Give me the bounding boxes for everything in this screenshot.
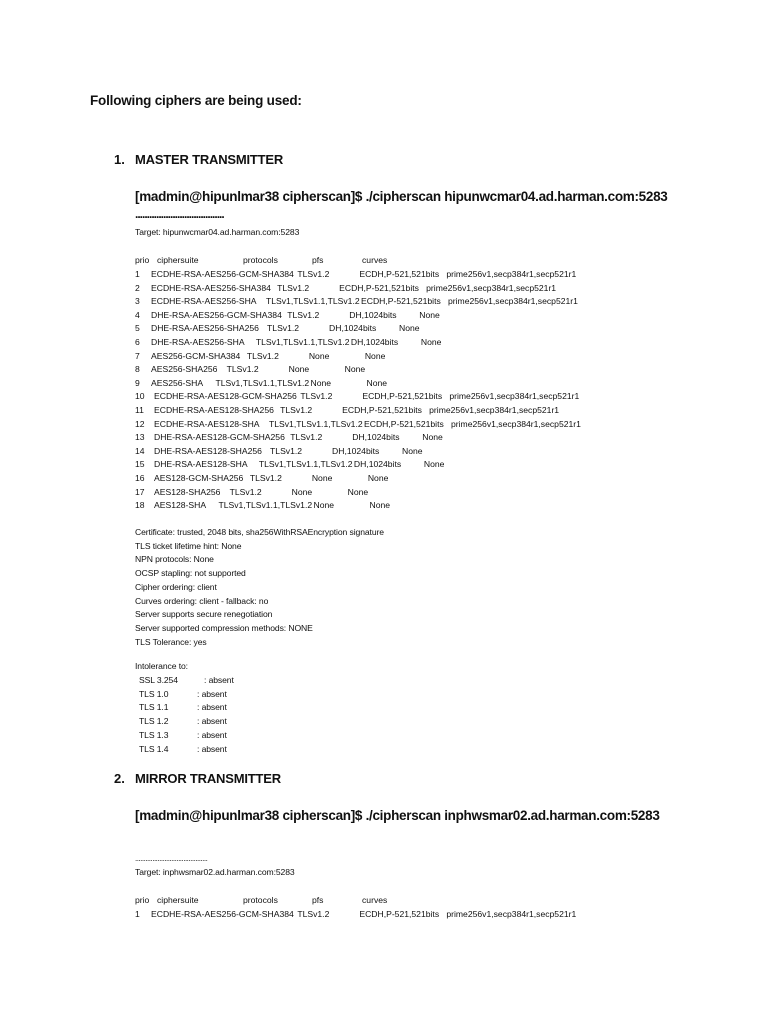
intolerance-status: : absent: [197, 743, 227, 754]
intolerance-status: : absent: [197, 688, 227, 699]
table-cell: ECDH,P-521,521bits: [362, 391, 443, 402]
table-cell: TLSv1.2: [280, 405, 313, 415]
table-cell: ECDH,P-521,521bits: [359, 909, 440, 919]
table-cell: None: [347, 486, 369, 497]
table-cell: 13: [135, 432, 145, 443]
table-cell: ECDH,P-521,521bits: [339, 282, 419, 293]
table-cell: 7: [135, 350, 140, 361]
table-cell: TLSv1.2: [270, 445, 303, 456]
section-1-dots: ......................................: [135, 207, 224, 221]
table-cell: None: [311, 473, 333, 483]
col-curves: curves: [362, 255, 388, 265]
col-ciphersuite-2: ciphersuite: [157, 895, 199, 905]
table-cell: DHE-RSA-AES256-GCM-SHA384: [151, 309, 282, 320]
info-line: Cipher ordering: client: [135, 581, 217, 592]
table-cell: TLSv1.2: [277, 282, 310, 293]
table-cell: DHE-RSA-AES128-SHA: [154, 459, 248, 470]
table-cell: 18: [135, 500, 145, 511]
section-2-target: Target: inphwsmar02.ad.harman.com:5283: [135, 867, 295, 877]
table-cell: ECDHE-RSA-AES256-GCM-SHA384: [151, 909, 294, 919]
table-cell: TLSv1,TLSv1.1,TLSv1.2: [258, 459, 353, 470]
col-prio-2: prio: [135, 895, 150, 905]
section-1-number: 1.: [114, 152, 125, 167]
table-cell: TLSv1,TLSv1.1,TLSv1.2: [215, 377, 310, 388]
table-cell: TLSv1.2: [297, 909, 330, 919]
intolerance-version: TLS 1.0: [139, 688, 169, 699]
table-cell: 4: [135, 309, 140, 320]
table-cell: 17: [135, 486, 145, 497]
section-1-title: MASTER TRANSMITTER: [135, 152, 284, 167]
table-cell: AES256-SHA: [151, 377, 204, 388]
info-line: OCSP stapling: not supported: [135, 568, 246, 579]
table-cell: None: [344, 364, 366, 375]
col-protocols-2: protocols: [243, 895, 278, 905]
table-cell: 2: [135, 282, 140, 293]
table-cell: None: [423, 459, 445, 470]
intolerance-status: : absent: [197, 702, 227, 713]
table-cell: TLSv1,TLSv1.1,TLSv1.2: [218, 500, 313, 511]
table-cell: TLSv1.2: [267, 323, 300, 334]
table-cell: AES128-SHA256: [154, 486, 221, 497]
table-cell: TLSv1.2: [246, 350, 279, 361]
section-1-target: Target: hipunwcmar04.ad.harman.com:5283: [135, 227, 300, 237]
table-cell: None: [288, 364, 310, 375]
table-cell: prime256v1,secp384r1,secp521r1: [429, 405, 560, 415]
table-cell: prime256v1,secp384r1,secp521r1: [426, 282, 557, 293]
section-2-number: 2.: [114, 771, 125, 786]
intolerance-status: : absent: [197, 716, 227, 727]
info-line: Server supported compression methods: NONE: [135, 622, 313, 633]
table-cell: TLSv1,TLSv1.1,TLSv1.2: [255, 337, 350, 347]
intolerance-status: : absent: [204, 675, 234, 685]
table-cell: TLSv1.2: [229, 486, 262, 497]
table-cell: 10: [135, 391, 145, 402]
col-pfs-2: pfs: [312, 895, 324, 905]
table-cell: ECDH,P-521,521bits: [359, 269, 440, 279]
table-cell: prime256v1,secp384r1,secp521r1: [449, 391, 580, 402]
table-cell: 15: [135, 459, 145, 470]
table-cell: None: [310, 377, 332, 388]
table-cell: 14: [135, 445, 145, 456]
section-2-title: MIRROR TRANSMITTER: [135, 771, 281, 786]
table-cell: prime256v1,secp384r1,secp521r1: [451, 418, 581, 429]
table-cell: ECDHE-RSA-AES128-SHA: [154, 418, 260, 429]
section-2-dots: ..........................................: [135, 854, 208, 863]
table-cell: DHE-RSA-AES256-SHA: [151, 337, 245, 347]
info-line: Certificate: trusted, 2048 bits, sha256WithRSAEncryption signature: [135, 527, 384, 537]
table-cell: 8: [135, 364, 140, 375]
table-cell: AES128-GCM-SHA256: [154, 473, 244, 483]
col-protocols: protocols: [243, 255, 278, 265]
table-cell: DHE-RSA-AES128-GCM-SHA256: [154, 432, 285, 443]
table-header: [135, 255, 149, 265]
table-cell: TLSv1,TLSv1.1,TLSv1.2: [266, 296, 360, 307]
info-line: NPN protocols: None: [135, 554, 214, 565]
table-cell: ECDHE-RSA-AES128-SHA256: [154, 405, 274, 415]
table-cell: TLSv1.2: [290, 432, 323, 443]
table-cell: ECDHE-RSA-AES256-SHA: [151, 296, 257, 307]
table-cell: 1: [135, 269, 140, 279]
table-cell: TLSv1.2: [300, 391, 333, 402]
intro-heading: Following ciphers are being used:: [90, 93, 302, 108]
section-1-command: [madmin@hipunlmar38 cipherscan]$ ./cipherscan hipunwcmar04.ad.harman.com:5283: [135, 189, 668, 204]
intolerance-version: SSL 3.254: [139, 675, 178, 685]
table-cell: None: [402, 445, 423, 456]
table-cell: ECDHE-RSA-AES256-GCM-SHA384: [151, 269, 294, 279]
table-cell: AES256-SHA256: [151, 364, 218, 375]
table-cell: None: [422, 432, 443, 443]
intolerance-version: TLS 1.2: [139, 716, 169, 727]
table-cell: prime256v1,secp384r1,secp521r1: [446, 909, 577, 919]
table-cell: TLSv1.2: [249, 473, 282, 483]
table-cell: AES256-GCM-SHA384: [151, 350, 241, 361]
intolerance-title: Intolerance to:: [135, 661, 188, 671]
info-line: TLS ticket lifetime hint: None: [135, 540, 242, 551]
info-line: Server supports secure renegotiation: [135, 609, 273, 620]
table-cell: prime256v1,secp384r1,secp521r1: [448, 296, 578, 307]
table-cell: None: [308, 350, 330, 361]
table-cell: None: [313, 500, 335, 511]
table-cell: DHE-RSA-AES256-SHA256: [151, 323, 259, 334]
table-cell: ECDH,P-521,521bits: [342, 405, 422, 415]
table-cell: DH,1024bits: [353, 459, 402, 470]
intolerance-version: TLS 1.4: [139, 743, 169, 754]
table-cell: DH,1024bits: [349, 309, 397, 320]
col-prio: prio: [135, 255, 150, 265]
col-curves-2: curves: [362, 895, 388, 905]
table-cell: TLSv1.2: [287, 309, 320, 320]
table-cell: None: [399, 323, 420, 334]
table-cell: AES128-SHA: [154, 500, 207, 511]
table-cell: TLSv1,TLSv1.1,TLSv1.2: [269, 418, 363, 429]
intolerance-status: : absent: [197, 729, 227, 740]
table-cell: TLSv1.2: [297, 269, 330, 279]
table-cell: DHE-RSA-AES128-SHA256: [154, 445, 262, 456]
table-cell: DH,1024bits: [329, 323, 377, 334]
table-cell: 5: [135, 323, 140, 334]
table-cell: ECDHE-RSA-AES256-SHA384: [151, 282, 271, 293]
info-line: TLS Tolerance: yes: [135, 636, 207, 647]
table-cell: None: [369, 500, 391, 511]
table-cell: 11: [135, 405, 144, 415]
info-line: Curves ordering: client - fallback: no: [135, 595, 269, 606]
col-pfs: pfs: [312, 255, 324, 265]
intolerance-version: TLS 1.1: [139, 702, 169, 713]
intolerance-version: TLS 1.3: [139, 729, 169, 740]
table-cell: ECDH,P-521,521bits: [364, 418, 444, 429]
table-cell: 6: [135, 337, 140, 347]
table-cell: 1: [135, 909, 140, 919]
table-cell: DH,1024bits: [352, 432, 400, 443]
table-cell: 9: [135, 377, 140, 388]
table-cell: None: [420, 337, 442, 347]
table-cell: prime256v1,secp384r1,secp521r1: [446, 269, 577, 279]
table-cell: DH,1024bits: [332, 445, 380, 456]
table-cell: ECDH,P-521,521bits: [361, 296, 441, 307]
table-cell: 16: [135, 473, 145, 483]
section-2-command: [madmin@hipunlmar38 cipherscan]$ ./cipherscan inphwsmar02.ad.harman.com:5283: [135, 808, 660, 823]
table-cell: None: [419, 309, 440, 320]
col-ciphersuite: ciphersuite: [157, 255, 199, 265]
table-cell: DH,1024bits: [350, 337, 399, 347]
table-cell: 3: [135, 296, 140, 307]
table-cell: None: [366, 377, 388, 388]
table-cell: ECDHE-RSA-AES128-GCM-SHA256: [154, 391, 297, 402]
table-cell: None: [364, 350, 386, 361]
table-cell: None: [291, 486, 313, 497]
table-cell: 12: [135, 418, 145, 429]
table-cell: TLSv1.2: [226, 364, 259, 375]
table-cell: None: [367, 473, 389, 483]
